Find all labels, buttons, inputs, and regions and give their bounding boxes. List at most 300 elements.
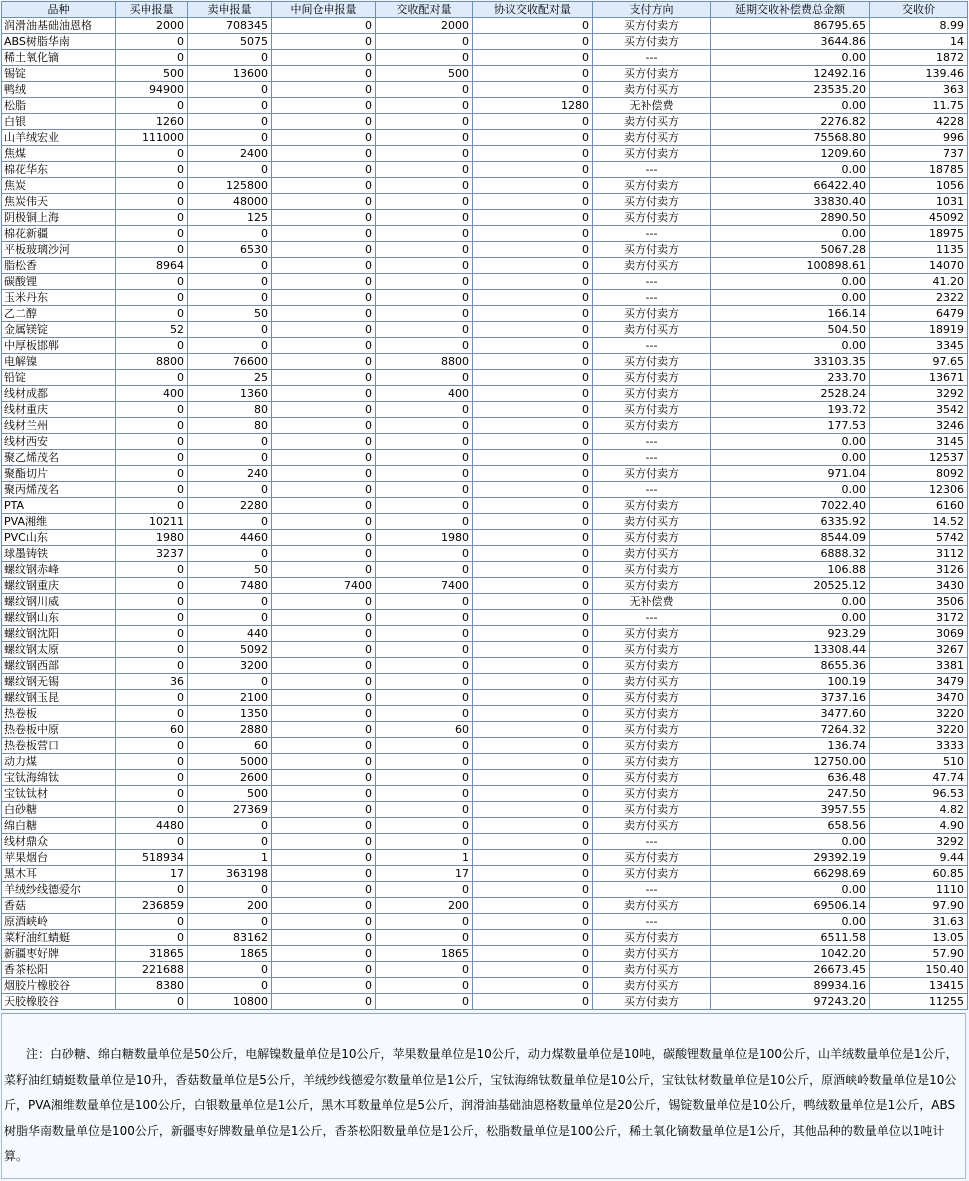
table-row xyxy=(2,722,968,738)
cell-compensation-total: 0.00 xyxy=(711,610,870,626)
cell-sell-declared: 0 xyxy=(188,130,272,146)
cell-settlement-price: 139.46 xyxy=(870,66,968,82)
cell-payment-direction: 买方付卖方 xyxy=(593,386,711,402)
cell-compensation-total: 0.00 xyxy=(711,482,870,498)
cell-matched: 0 xyxy=(376,162,473,178)
cell-matched: 0 xyxy=(376,770,473,786)
cell-variety: 焦炭 xyxy=(2,178,116,194)
cell-payment-direction: 买方付卖方 xyxy=(593,690,711,706)
cell-agreement-matched: 0 xyxy=(473,674,593,690)
cell-variety: 香茶松阳 xyxy=(2,962,116,978)
cell-sell-declared: 5000 xyxy=(188,754,272,770)
cell-buy-declared: 8964 xyxy=(116,258,188,274)
cell-matched: 0 xyxy=(376,786,473,802)
cell-payment-direction: 买方付卖方 xyxy=(593,562,711,578)
cell-sell-declared: 125 xyxy=(188,210,272,226)
cell-agreement-matched: 0 xyxy=(473,82,593,98)
cell-sell-declared: 363198 xyxy=(188,866,272,882)
header-sell-declared: 卖申报量 xyxy=(188,2,272,18)
cell-variety: 聚丙烯茂名 xyxy=(2,482,116,498)
cell-intermediate-declared: 0 xyxy=(272,850,376,866)
cell-sell-declared: 80 xyxy=(188,418,272,434)
cell-compensation-total: 247.50 xyxy=(711,786,870,802)
table-row xyxy=(2,402,968,418)
cell-compensation-total: 106.88 xyxy=(711,562,870,578)
table-row xyxy=(2,322,968,338)
cell-settlement-price: 3145 xyxy=(870,434,968,450)
cell-matched: 0 xyxy=(376,130,473,146)
cell-variety: 螺纹钢山东 xyxy=(2,610,116,626)
cell-agreement-matched: 0 xyxy=(473,914,593,930)
cell-agreement-matched: 0 xyxy=(473,386,593,402)
cell-compensation-total: 89934.16 xyxy=(711,978,870,994)
cell-intermediate-declared: 0 xyxy=(272,706,376,722)
cell-payment-direction: 买方付卖方 xyxy=(593,738,711,754)
cell-buy-declared: 1260 xyxy=(116,114,188,130)
cell-buy-declared: 500 xyxy=(116,66,188,82)
cell-agreement-matched: 0 xyxy=(473,754,593,770)
table-row xyxy=(2,674,968,690)
cell-agreement-matched: 0 xyxy=(473,418,593,434)
cell-payment-direction: --- xyxy=(593,610,711,626)
table-row xyxy=(2,658,968,674)
cell-agreement-matched: 0 xyxy=(473,626,593,642)
cell-sell-declared: 83162 xyxy=(188,930,272,946)
cell-compensation-total: 20525.12 xyxy=(711,578,870,594)
cell-payment-direction: 卖方付买方 xyxy=(593,130,711,146)
cell-variety: 螺纹钢无锡 xyxy=(2,674,116,690)
cell-intermediate-declared: 0 xyxy=(272,482,376,498)
cell-settlement-price: 3479 xyxy=(870,674,968,690)
cell-variety: 线材鼎众 xyxy=(2,834,116,850)
cell-sell-declared: 60 xyxy=(188,738,272,754)
cell-variety: 乙二醇 xyxy=(2,306,116,322)
cell-sell-declared: 76600 xyxy=(188,354,272,370)
table-row xyxy=(2,274,968,290)
cell-variety: 稀土氧化镝 xyxy=(2,50,116,66)
table-row xyxy=(2,178,968,194)
cell-settlement-price: 4.90 xyxy=(870,818,968,834)
cell-payment-direction: --- xyxy=(593,914,711,930)
cell-compensation-total: 136.74 xyxy=(711,738,870,754)
cell-matched: 0 xyxy=(376,594,473,610)
cell-settlement-price: 12306 xyxy=(870,482,968,498)
table-row xyxy=(2,834,968,850)
cell-variety: 焦炭伟天 xyxy=(2,194,116,210)
cell-compensation-total: 3737.16 xyxy=(711,690,870,706)
table-row xyxy=(2,338,968,354)
cell-settlement-price: 1872 xyxy=(870,50,968,66)
cell-buy-declared: 0 xyxy=(116,914,188,930)
cell-buy-declared: 0 xyxy=(116,610,188,626)
cell-compensation-total: 26673.45 xyxy=(711,962,870,978)
cell-buy-declared: 0 xyxy=(116,642,188,658)
cell-sell-declared: 25 xyxy=(188,370,272,386)
cell-sell-declared: 1 xyxy=(188,850,272,866)
cell-compensation-total: 13308.44 xyxy=(711,642,870,658)
cell-payment-direction: --- xyxy=(593,882,711,898)
cell-variety: 聚酯切片 xyxy=(2,466,116,482)
cell-intermediate-declared: 0 xyxy=(272,546,376,562)
cell-payment-direction: --- xyxy=(593,226,711,242)
cell-compensation-total: 12750.00 xyxy=(711,754,870,770)
cell-agreement-matched: 0 xyxy=(473,738,593,754)
cell-settlement-price: 5742 xyxy=(870,530,968,546)
cell-variety: 金属镁锭 xyxy=(2,322,116,338)
cell-agreement-matched: 0 xyxy=(473,258,593,274)
table-row xyxy=(2,882,968,898)
table-row xyxy=(2,418,968,434)
cell-payment-direction: 买方付卖方 xyxy=(593,850,711,866)
table-body xyxy=(2,18,968,1010)
table-row xyxy=(2,594,968,610)
cell-intermediate-declared: 0 xyxy=(272,722,376,738)
cell-buy-declared: 0 xyxy=(116,466,188,482)
cell-sell-declared: 3200 xyxy=(188,658,272,674)
cell-payment-direction: 卖方付买方 xyxy=(593,898,711,914)
cell-intermediate-declared: 0 xyxy=(272,690,376,706)
table-row xyxy=(2,146,968,162)
table-row xyxy=(2,578,968,594)
cell-buy-declared: 111000 xyxy=(116,130,188,146)
cell-compensation-total: 0.00 xyxy=(711,434,870,450)
cell-sell-declared: 50 xyxy=(188,562,272,578)
table-row xyxy=(2,914,968,930)
header-settlement-price: 交收价 xyxy=(870,2,968,18)
cell-buy-declared: 0 xyxy=(116,290,188,306)
cell-matched: 0 xyxy=(376,658,473,674)
cell-settlement-price: 12537 xyxy=(870,450,968,466)
cell-agreement-matched: 0 xyxy=(473,226,593,242)
cell-variety: PVA湘维 xyxy=(2,514,116,530)
table-row xyxy=(2,98,968,114)
cell-sell-declared: 0 xyxy=(188,162,272,178)
cell-compensation-total: 66298.69 xyxy=(711,866,870,882)
table-row xyxy=(2,802,968,818)
cell-variety: 线材西安 xyxy=(2,434,116,450)
cell-agreement-matched: 0 xyxy=(473,930,593,946)
cell-payment-direction: 买方付卖方 xyxy=(593,626,711,642)
cell-buy-declared: 0 xyxy=(116,626,188,642)
cell-settlement-price: 3345 xyxy=(870,338,968,354)
cell-buy-declared: 0 xyxy=(116,146,188,162)
cell-agreement-matched: 0 xyxy=(473,978,593,994)
cell-payment-direction: 卖方付买方 xyxy=(593,514,711,530)
cell-compensation-total: 6335.92 xyxy=(711,514,870,530)
cell-variety: 中厚板邯郸 xyxy=(2,338,116,354)
cell-compensation-total: 0.00 xyxy=(711,338,870,354)
cell-payment-direction: 买方付卖方 xyxy=(593,242,711,258)
cell-compensation-total: 3957.55 xyxy=(711,802,870,818)
cell-agreement-matched: 0 xyxy=(473,594,593,610)
cell-buy-declared: 0 xyxy=(116,194,188,210)
cell-payment-direction: 买方付卖方 xyxy=(593,18,711,34)
cell-intermediate-declared: 0 xyxy=(272,770,376,786)
cell-buy-declared: 0 xyxy=(116,418,188,434)
cell-settlement-price: 3220 xyxy=(870,722,968,738)
cell-variety: 菜籽油红蜻蜓 xyxy=(2,930,116,946)
cell-intermediate-declared: 0 xyxy=(272,754,376,770)
cell-payment-direction: 买方付卖方 xyxy=(593,530,711,546)
cell-sell-declared: 0 xyxy=(188,322,272,338)
header-matched: 交收配对量 xyxy=(376,2,473,18)
cell-matched: 0 xyxy=(376,258,473,274)
cell-intermediate-declared: 0 xyxy=(272,210,376,226)
cell-intermediate-declared: 0 xyxy=(272,674,376,690)
table-row xyxy=(2,866,968,882)
cell-intermediate-declared: 0 xyxy=(272,738,376,754)
cell-variety: 香菇 xyxy=(2,898,116,914)
cell-compensation-total: 1209.60 xyxy=(711,146,870,162)
cell-sell-declared: 0 xyxy=(188,962,272,978)
cell-payment-direction: 买方付卖方 xyxy=(593,306,711,322)
cell-intermediate-declared: 0 xyxy=(272,274,376,290)
cell-sell-declared: 1865 xyxy=(188,946,272,962)
cell-settlement-price: 3069 xyxy=(870,626,968,642)
cell-agreement-matched: 0 xyxy=(473,514,593,530)
cell-agreement-matched: 0 xyxy=(473,866,593,882)
cell-agreement-matched: 0 xyxy=(473,146,593,162)
cell-intermediate-declared: 0 xyxy=(272,178,376,194)
cell-buy-declared: 17 xyxy=(116,866,188,882)
cell-settlement-price: 3470 xyxy=(870,690,968,706)
cell-matched: 0 xyxy=(376,450,473,466)
table-header-row xyxy=(2,2,968,18)
cell-agreement-matched: 0 xyxy=(473,706,593,722)
cell-payment-direction: --- xyxy=(593,162,711,178)
cell-agreement-matched: 0 xyxy=(473,466,593,482)
cell-intermediate-declared: 7400 xyxy=(272,578,376,594)
table-row xyxy=(2,450,968,466)
cell-variety: 鸭绒 xyxy=(2,82,116,98)
cell-matched: 0 xyxy=(376,562,473,578)
cell-compensation-total: 193.72 xyxy=(711,402,870,418)
cell-buy-declared: 0 xyxy=(116,178,188,194)
cell-payment-direction: 卖方付买方 xyxy=(593,962,711,978)
cell-intermediate-declared: 0 xyxy=(272,162,376,178)
table-row xyxy=(2,642,968,658)
cell-sell-declared: 5075 xyxy=(188,34,272,50)
cell-matched: 0 xyxy=(376,194,473,210)
cell-intermediate-declared: 0 xyxy=(272,354,376,370)
table-row xyxy=(2,530,968,546)
table-row xyxy=(2,946,968,962)
cell-intermediate-declared: 0 xyxy=(272,450,376,466)
cell-agreement-matched: 0 xyxy=(473,50,593,66)
cell-matched: 0 xyxy=(376,818,473,834)
cell-payment-direction: 买方付卖方 xyxy=(593,370,711,386)
cell-sell-declared: 0 xyxy=(188,450,272,466)
cell-settlement-price: 1110 xyxy=(870,882,968,898)
cell-intermediate-declared: 0 xyxy=(272,386,376,402)
cell-settlement-price: 3333 xyxy=(870,738,968,754)
cell-agreement-matched: 0 xyxy=(473,322,593,338)
cell-sell-declared: 5092 xyxy=(188,642,272,658)
cell-buy-declared: 1980 xyxy=(116,530,188,546)
cell-buy-declared: 0 xyxy=(116,226,188,242)
cell-settlement-price: 3267 xyxy=(870,642,968,658)
cell-settlement-price: 13415 xyxy=(870,978,968,994)
table-row xyxy=(2,354,968,370)
cell-compensation-total: 971.04 xyxy=(711,466,870,482)
cell-variety: 电解镍 xyxy=(2,354,116,370)
cell-compensation-total: 7022.40 xyxy=(711,498,870,514)
cell-agreement-matched: 0 xyxy=(473,994,593,1010)
cell-settlement-price: 13.05 xyxy=(870,930,968,946)
cell-compensation-total: 0.00 xyxy=(711,226,870,242)
cell-matched: 0 xyxy=(376,930,473,946)
cell-buy-declared: 36 xyxy=(116,674,188,690)
cell-matched: 0 xyxy=(376,146,473,162)
cell-buy-declared: 0 xyxy=(116,770,188,786)
table-row xyxy=(2,850,968,866)
table-row xyxy=(2,18,968,34)
cell-settlement-price: 18785 xyxy=(870,162,968,178)
cell-variety: 松脂 xyxy=(2,98,116,114)
cell-sell-declared: 0 xyxy=(188,258,272,274)
table-row xyxy=(2,242,968,258)
table-row xyxy=(2,770,968,786)
cell-variety: 新疆枣好牌 xyxy=(2,946,116,962)
cell-matched: 0 xyxy=(376,274,473,290)
cell-payment-direction: 买方付卖方 xyxy=(593,498,711,514)
cell-compensation-total: 0.00 xyxy=(711,914,870,930)
cell-matched: 0 xyxy=(376,994,473,1010)
cell-compensation-total: 2890.50 xyxy=(711,210,870,226)
cell-variety: ABS树脂华南 xyxy=(2,34,116,50)
cell-compensation-total: 0.00 xyxy=(711,882,870,898)
cell-compensation-total: 1042.20 xyxy=(711,946,870,962)
cell-agreement-matched: 0 xyxy=(473,850,593,866)
cell-variety: 脂松香 xyxy=(2,258,116,274)
cell-sell-declared: 0 xyxy=(188,818,272,834)
table-row xyxy=(2,194,968,210)
cell-agreement-matched: 0 xyxy=(473,962,593,978)
cell-matched: 1 xyxy=(376,850,473,866)
table-row xyxy=(2,706,968,722)
cell-settlement-price: 3220 xyxy=(870,706,968,722)
table-row xyxy=(2,66,968,82)
table-row xyxy=(2,514,968,530)
cell-settlement-price: 14 xyxy=(870,34,968,50)
cell-settlement-price: 97.90 xyxy=(870,898,968,914)
cell-compensation-total: 636.48 xyxy=(711,770,870,786)
cell-settlement-price: 3172 xyxy=(870,610,968,626)
cell-matched: 0 xyxy=(376,50,473,66)
cell-compensation-total: 0.00 xyxy=(711,290,870,306)
cell-agreement-matched: 0 xyxy=(473,130,593,146)
cell-sell-declared: 0 xyxy=(188,514,272,530)
cell-intermediate-declared: 0 xyxy=(272,114,376,130)
cell-intermediate-declared: 0 xyxy=(272,290,376,306)
cell-buy-declared: 0 xyxy=(116,402,188,418)
cell-buy-declared: 0 xyxy=(116,706,188,722)
cell-agreement-matched: 0 xyxy=(473,242,593,258)
cell-buy-declared: 518934 xyxy=(116,850,188,866)
cell-payment-direction: 卖方付买方 xyxy=(593,258,711,274)
cell-agreement-matched: 0 xyxy=(473,66,593,82)
cell-variety: 锡锭 xyxy=(2,66,116,82)
cell-variety: 螺纹钢太原 xyxy=(2,642,116,658)
cell-buy-declared: 0 xyxy=(116,482,188,498)
cell-agreement-matched: 0 xyxy=(473,770,593,786)
cell-buy-declared: 8800 xyxy=(116,354,188,370)
cell-settlement-price: 3126 xyxy=(870,562,968,578)
cell-compensation-total: 504.50 xyxy=(711,322,870,338)
cell-buy-declared: 0 xyxy=(116,210,188,226)
cell-variety: 螺纹钢赤峰 xyxy=(2,562,116,578)
cell-intermediate-declared: 0 xyxy=(272,658,376,674)
cell-intermediate-declared: 0 xyxy=(272,226,376,242)
cell-intermediate-declared: 0 xyxy=(272,866,376,882)
cell-intermediate-declared: 0 xyxy=(272,66,376,82)
cell-agreement-matched: 0 xyxy=(473,354,593,370)
cell-agreement-matched: 0 xyxy=(473,498,593,514)
cell-variety: 白银 xyxy=(2,114,116,130)
table-row xyxy=(2,114,968,130)
cell-settlement-price: 3292 xyxy=(870,386,968,402)
cell-settlement-price: 1135 xyxy=(870,242,968,258)
cell-sell-declared: 7480 xyxy=(188,578,272,594)
cell-matched: 0 xyxy=(376,642,473,658)
cell-variety: 螺纹钢川威 xyxy=(2,594,116,610)
table-row xyxy=(2,754,968,770)
cell-matched: 0 xyxy=(376,546,473,562)
cell-settlement-price: 18975 xyxy=(870,226,968,242)
table-row xyxy=(2,610,968,626)
cell-compensation-total: 0.00 xyxy=(711,274,870,290)
cell-intermediate-declared: 0 xyxy=(272,18,376,34)
cell-payment-direction: --- xyxy=(593,482,711,498)
cell-compensation-total: 177.53 xyxy=(711,418,870,434)
cell-matched: 17 xyxy=(376,866,473,882)
cell-buy-declared: 0 xyxy=(116,338,188,354)
cell-intermediate-declared: 0 xyxy=(272,914,376,930)
cell-payment-direction: 买方付卖方 xyxy=(593,754,711,770)
cell-agreement-matched: 0 xyxy=(473,450,593,466)
cell-sell-declared: 10800 xyxy=(188,994,272,1010)
cell-variety: 铅锭 xyxy=(2,370,116,386)
cell-matched: 0 xyxy=(376,34,473,50)
cell-payment-direction: 买方付卖方 xyxy=(593,354,711,370)
cell-payment-direction: 买方付卖方 xyxy=(593,34,711,50)
cell-intermediate-declared: 0 xyxy=(272,530,376,546)
cell-buy-declared: 0 xyxy=(116,882,188,898)
cell-matched: 0 xyxy=(376,802,473,818)
cell-matched: 0 xyxy=(376,82,473,98)
table-row xyxy=(2,434,968,450)
cell-compensation-total: 100898.61 xyxy=(711,258,870,274)
cell-variety: 线材重庆 xyxy=(2,402,116,418)
cell-matched: 0 xyxy=(376,306,473,322)
cell-intermediate-declared: 0 xyxy=(272,258,376,274)
cell-sell-declared: 500 xyxy=(188,786,272,802)
cell-compensation-total: 0.00 xyxy=(711,162,870,178)
cell-sell-declared: 50 xyxy=(188,306,272,322)
cell-matched: 0 xyxy=(376,706,473,722)
cell-payment-direction: 买方付卖方 xyxy=(593,930,711,946)
table-row xyxy=(2,818,968,834)
cell-agreement-matched: 0 xyxy=(473,434,593,450)
cell-compensation-total: 2528.24 xyxy=(711,386,870,402)
cell-compensation-total: 8544.09 xyxy=(711,530,870,546)
cell-intermediate-declared: 0 xyxy=(272,610,376,626)
cell-settlement-price: 3542 xyxy=(870,402,968,418)
cell-agreement-matched: 0 xyxy=(473,178,593,194)
cell-settlement-price: 45092 xyxy=(870,210,968,226)
cell-intermediate-declared: 0 xyxy=(272,466,376,482)
table-row xyxy=(2,258,968,274)
